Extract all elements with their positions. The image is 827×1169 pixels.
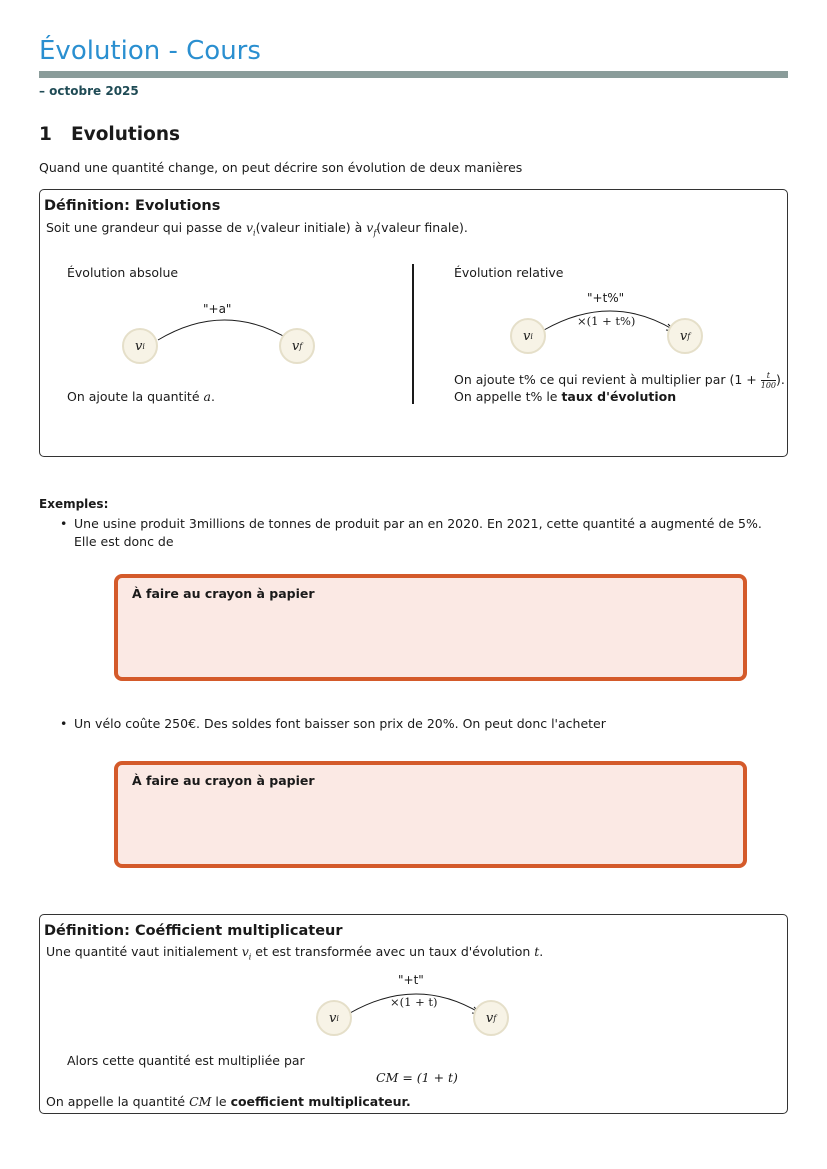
relative-caption-2 bbox=[454, 389, 676, 404]
column-divider bbox=[412, 264, 414, 404]
node-vi-coef: v i bbox=[316, 1000, 352, 1036]
pencil-box-title: À faire au crayon à papier bbox=[132, 586, 315, 601]
relative-caption-2-text: On appelle t% le bbox=[454, 389, 562, 404]
absolute-caption bbox=[67, 389, 215, 404]
relative-arrow-label-bottom: ×(1 + t%) bbox=[577, 314, 636, 328]
coef-arrow-label-bottom: ×(1 + t) bbox=[390, 995, 438, 1009]
var-cm: CM bbox=[189, 1094, 212, 1109]
node-vi-relative: v i bbox=[510, 318, 546, 354]
section-title: Evolutions bbox=[71, 124, 180, 145]
absolute-caption-end: . bbox=[210, 389, 215, 404]
definition-title: Définition: Coéfficient multiplicateur bbox=[44, 923, 343, 939]
definition-text-end: (valeur finale). bbox=[376, 220, 468, 235]
section-heading bbox=[39, 124, 180, 145]
var-a: a bbox=[203, 389, 211, 404]
examples-label: Exemples: bbox=[39, 497, 109, 511]
example-item-1: • Une usine produit 3millions de tonnes de produit par an en 2020. En 2021, cette quantité a augmenté de 5%. Elle est donc de bbox=[74, 515, 788, 551]
pencil-box-title: À faire au crayon à papier bbox=[132, 773, 315, 788]
coef-arrow-label-top: "+t" bbox=[398, 973, 424, 987]
absolute-arrow-label: "+a" bbox=[203, 302, 232, 316]
relative-caption-1-text: On ajoute t% ce qui revient à multiplier par (1 + bbox=[454, 372, 761, 387]
definition-text-start: Une quantité vaut initialement bbox=[46, 944, 242, 959]
fraction-t-over-100 bbox=[761, 371, 776, 390]
absolute-heading: Évolution absolue bbox=[67, 265, 179, 280]
definition-final-text bbox=[46, 1094, 411, 1109]
node-vf-coef: v f bbox=[473, 1000, 509, 1036]
relative-arrow-label-top: "+t%" bbox=[587, 291, 625, 305]
formula-cm: CM = (1 + t) bbox=[376, 1070, 458, 1085]
title-rule bbox=[39, 71, 788, 78]
definition-text bbox=[46, 944, 543, 962]
page-date: – octobre 2025 bbox=[39, 84, 139, 98]
definition-text-mid: et est transformée avec un taux d'évolution bbox=[251, 944, 535, 959]
absolute-caption-text: On ajoute la quantité bbox=[67, 389, 204, 404]
section-intro: Quand une quantité change, on peut décrire son évolution de deux manières bbox=[39, 160, 523, 175]
var-vi: $v_i$ bbox=[241, 944, 252, 962]
pencil-box-2 bbox=[114, 761, 747, 868]
definition-box-coefficient bbox=[39, 914, 788, 1114]
relative-heading: Évolution relative bbox=[454, 265, 564, 280]
term-taux-evolution: taux d'évolution bbox=[561, 389, 677, 404]
example-item-2: • Un vélo coûte 250€. Des soldes font baisser son prix de 20%. On peut donc l'acheter bbox=[74, 716, 788, 731]
fraction-numerator: t bbox=[761, 371, 776, 381]
section-number: 1 bbox=[39, 124, 52, 145]
relative-caption-1 bbox=[454, 371, 785, 390]
var-vi: $v_i$ bbox=[245, 220, 256, 238]
definition-text-start: Soit une grandeur qui passe de bbox=[46, 220, 246, 235]
definition-text-mid: (valeur initiale) à bbox=[255, 220, 367, 235]
var-vf: $v_f$ bbox=[366, 220, 377, 238]
var-t: t bbox=[534, 944, 540, 959]
definition-text bbox=[46, 220, 468, 238]
final-text-mid: le bbox=[211, 1094, 231, 1109]
node-vf: v f bbox=[279, 328, 315, 364]
relative-caption-1-end: ). bbox=[776, 372, 785, 387]
definition-box-evolutions bbox=[39, 189, 788, 457]
multiplied-text: Alors cette quantité est multipliée par bbox=[67, 1053, 305, 1068]
page-title: Évolution - Cours bbox=[39, 36, 261, 66]
node-vi: v i bbox=[122, 328, 158, 364]
node-vf-relative: v f bbox=[667, 318, 703, 354]
final-text-start: On appelle la quantité bbox=[46, 1094, 190, 1109]
pencil-box-1 bbox=[114, 574, 747, 681]
definition-text-end: . bbox=[539, 944, 544, 959]
definition-title: Définition: Evolutions bbox=[44, 198, 221, 214]
fraction-denominator: 100 bbox=[760, 381, 777, 390]
term-coefficient-multiplicateur: coefficient multiplicateur. bbox=[230, 1094, 411, 1109]
